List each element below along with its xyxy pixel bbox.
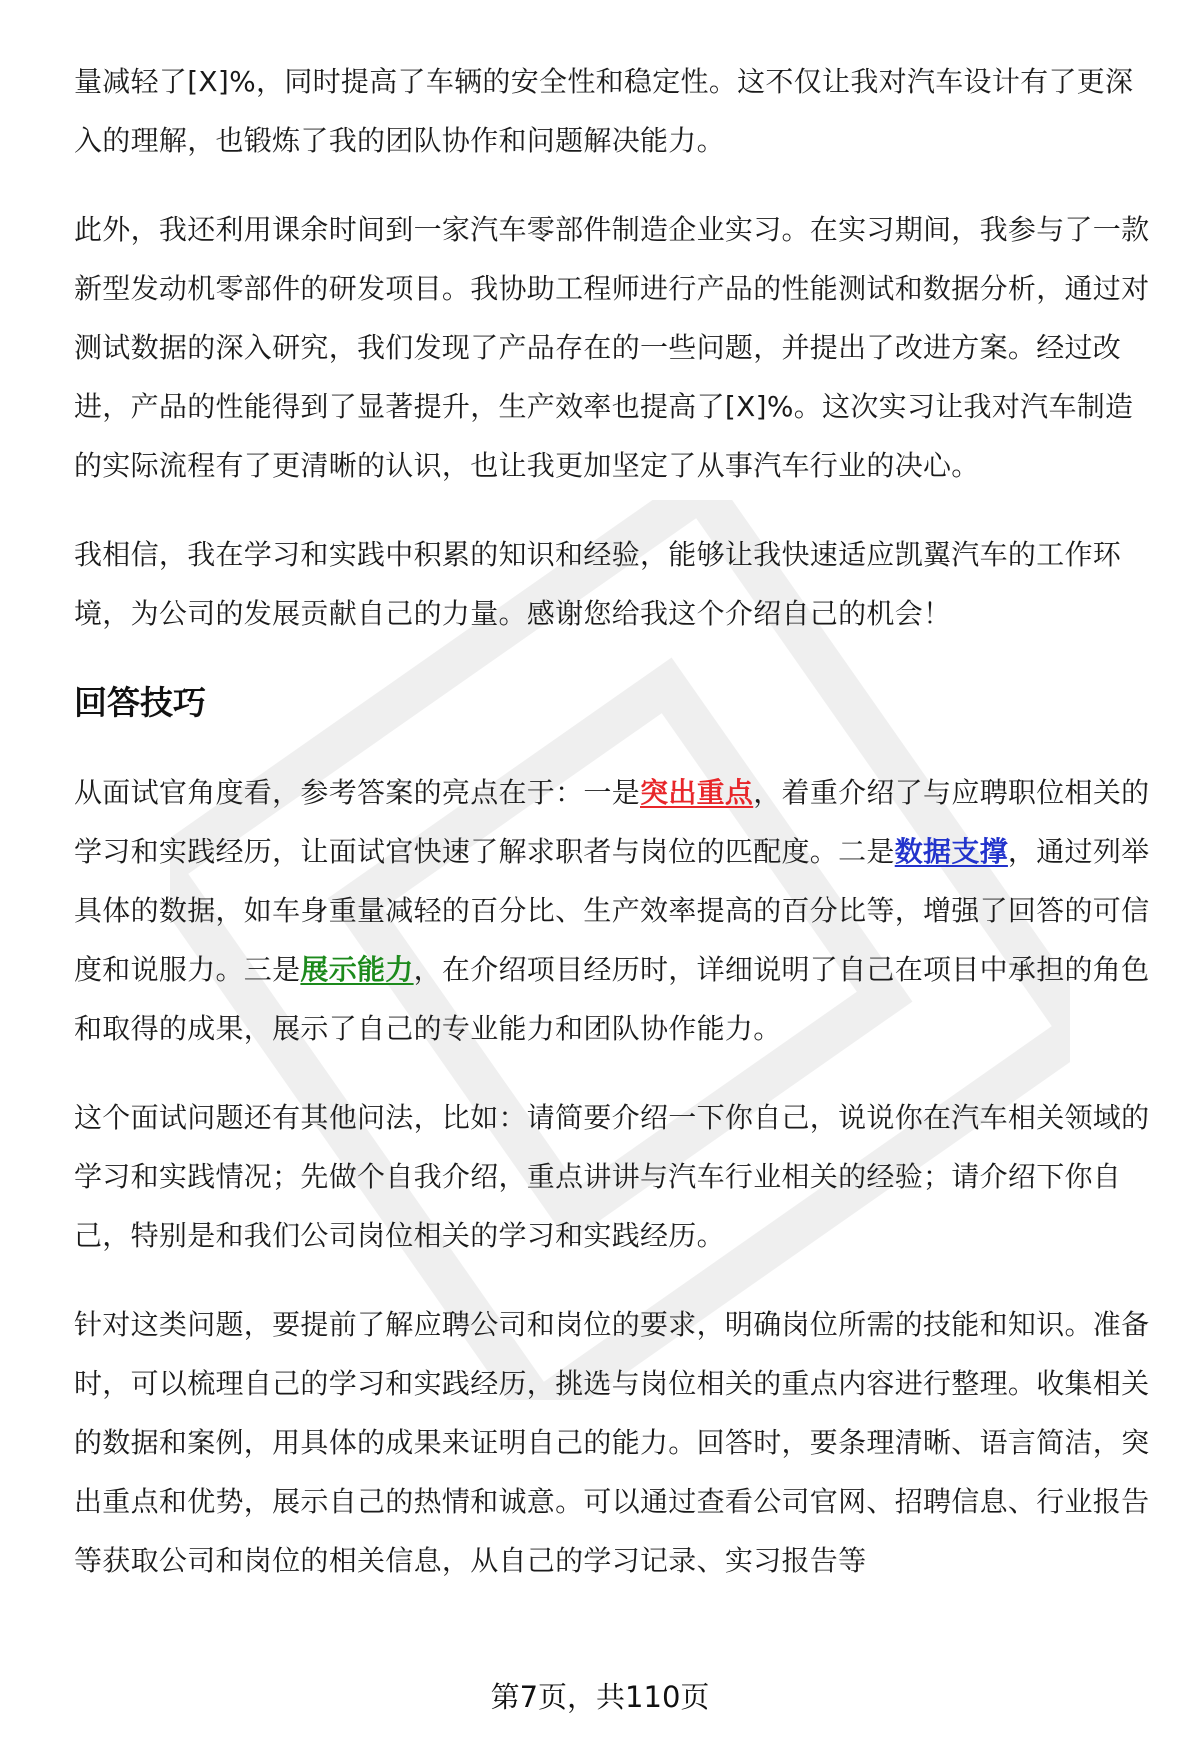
paragraph-project-experience: 量减轻了[X]%，同时提高了车辆的安全性和稳定性。这不仅让我对汽车设计有了更深入的理解，也锻炼了我的团队协作和问题解决能力。 bbox=[74, 65, 1134, 157]
document-body bbox=[74, 52, 1154, 1620]
tips-text-1: 从面试官角度看，参考答案的亮点在于：一是 bbox=[74, 776, 641, 809]
paragraph-closing: 我相信，我在学习和实践中积累的知识和经验，能够让我快速适应凯翼汽车的工作环境，为公司的发展贡献自己的力量。感谢您给我这个介绍自己的机会！ bbox=[74, 538, 1122, 630]
paragraph-preparation-advice: 针对这类问题，要提前了解应聘公司和岗位的要求，明确岗位所需的技能和知识。准备时，可以梳理自己的学习和实践经历，挑选与岗位相关的重点内容进行整理。收集相关的数据和案例，用具体的成果来证明自己的能力。回答时，要条理清晰、语言简洁，突出重点和优势，展示自己的热情和诚意。可以通过查看公司官网、招聘信息、行业报告等获取公司和岗位的相关信息，从自己的学习记录、实习报告等 bbox=[74, 1308, 1150, 1577]
paragraph-alternative-questions: 这个面试问题还有其他问法，比如：请简要介绍一下你自己，说说你在汽车相关领域的学习和实践情况；先做个自我介绍，重点讲讲与汽车行业相关的经验；请介绍下你自己，特别是和我们公司岗位相关的学习和实践经历。 bbox=[74, 1101, 1150, 1252]
highlight-key-points: 突出重点 bbox=[640, 776, 754, 809]
tips-text-2: ，着重介绍了与应聘职位相关的学习和实践经历，让面试官快速了解求职者与岗位的匹配度。二是 bbox=[74, 776, 1150, 868]
highlight-show-ability: 展示能力 bbox=[300, 953, 414, 986]
tips-text-3: ，通过列举具体的数据，如车身重量减轻的百分比、生产效率提高的百分比等，增强了回答的可信度和说服力。三是 bbox=[74, 835, 1150, 986]
paragraph-internship: 此外，我还利用课余时间到一家汽车零部件制造企业实习。在实习期间，我参与了一款新型发动机零部件的研发项目。我协助工程师进行产品的性能测试和数据分析，通过对测试数据的深入研究，我们发现了产品存在的一些问题，并提出了改进方案。经过改进，产品的性能得到了显著提升，生产效率也提高了[X]%。这次实习让我对汽车制造的实际流程有了更清晰的认识，也让我更加坚定了从事汽车行业的决心。 bbox=[74, 213, 1150, 482]
page-number-footer: 第7页，共110页 bbox=[490, 1680, 710, 1714]
paragraph-tips bbox=[74, 763, 1154, 1058]
tips-text-4: ，在介绍项目经历时，详细说明了自己在项目中承担的角色和取得的成果，展示了自己的专业能力和团队协作能力。 bbox=[74, 953, 1150, 1045]
section-title-answer-tips: 回答技巧 bbox=[74, 683, 206, 722]
highlight-data-support: 数据支撑 bbox=[894, 835, 1008, 868]
